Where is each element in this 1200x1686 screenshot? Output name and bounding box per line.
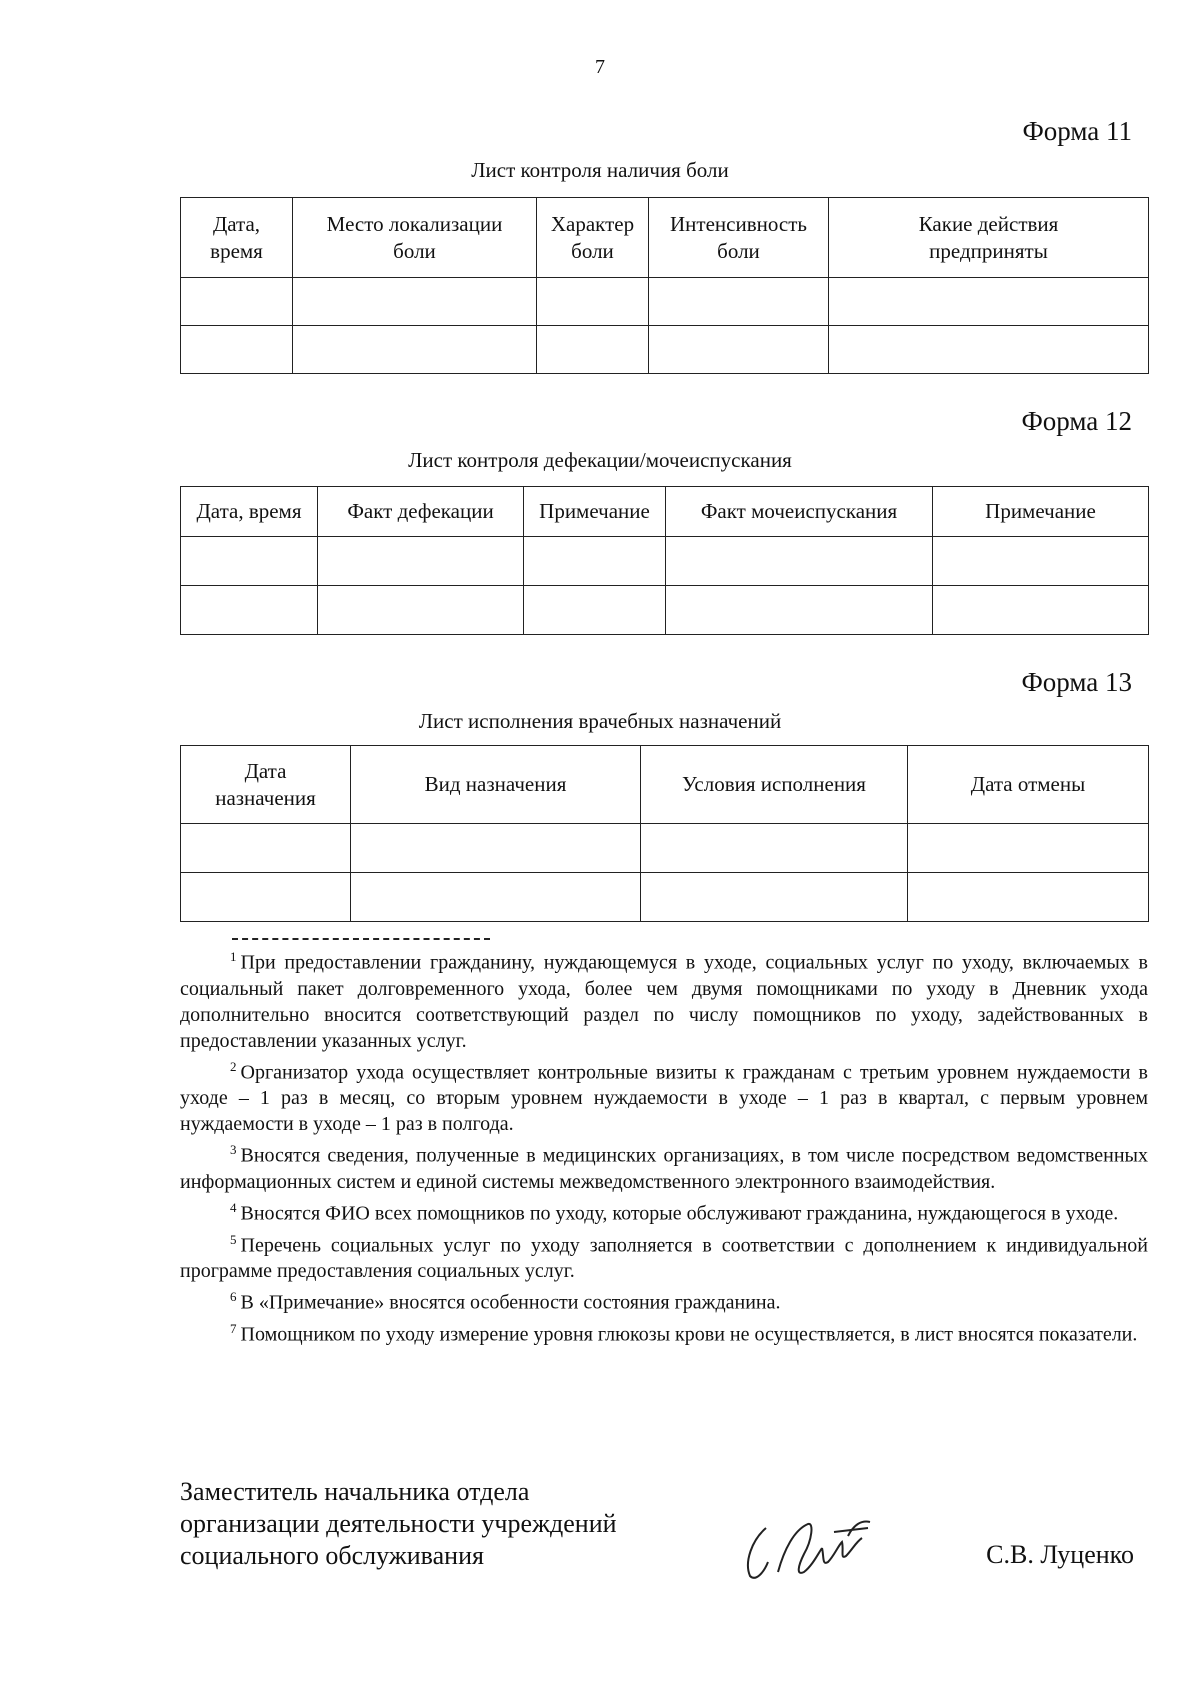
defecation-urination-table: [180, 486, 1149, 635]
empty-cell: [181, 824, 351, 873]
empty-cell: [318, 586, 524, 635]
table-header-row: [181, 746, 1149, 824]
header-date-time: Дата, время: [181, 487, 318, 537]
header-defecation-fact: Факт дефекации: [318, 487, 524, 537]
empty-cell: [318, 537, 524, 586]
form-12-title: Лист контроля дефекации/мочеиспускания: [408, 448, 792, 472]
header-execution-conditions: Условия исполнения: [641, 746, 908, 824]
header-note: Примечание: [524, 487, 666, 537]
footnote: $^7$ Помощником по уходу измерение уровня глюкозы крови не осуществляется, в лист вносятся показатели.: [230, 1320, 1138, 1346]
table-row: [181, 326, 1149, 374]
signatory-name: С.В. Луценко: [986, 1540, 1134, 1569]
empty-cell: [829, 278, 1149, 326]
header-actions-taken: Какие действия предприняты: [829, 198, 1149, 278]
medical-orders-table: [180, 745, 1149, 922]
empty-cell: [908, 824, 1149, 873]
table-row: [181, 873, 1149, 922]
footnotes: [180, 944, 1148, 1348]
empty-cell: [351, 873, 641, 922]
empty-cell: [829, 326, 1149, 374]
empty-cell: [537, 326, 649, 374]
empty-cell: [293, 278, 537, 326]
signatory-title: Заместитель начальника отдела организации деятельности учреждений социального обслуживания: [180, 1477, 617, 1570]
header-pain-character: Характер боли: [537, 198, 649, 278]
footnote: $^2$ Организатор ухода осуществляет контрольные визиты к гражданам с третьим уровнем нуждаемости в уходе – 1 раз в месяц, со вторым уровнем нуждаемости в уходе – 1 раз в квартал, с первым уровнем нуждаемости в уходе – 1 раз в полгода.: [180, 1058, 1148, 1136]
pain-control-table: [180, 197, 1149, 374]
header-note: Примечание: [933, 487, 1149, 537]
header-order-type: Вид назначения: [351, 746, 641, 824]
form-13-label: Форма 13: [1021, 667, 1132, 697]
empty-cell: [524, 537, 666, 586]
footnote: $^5$ Перечень социальных услуг по уходу заполняется в соответствии с дополнением к индивидуальной программе предоставления социальных услуг.: [180, 1231, 1148, 1283]
table-row: [181, 537, 1149, 586]
footnote: $^6$ В «Примечание» вносятся особенности состояния гражданина.: [230, 1289, 781, 1314]
empty-cell: [181, 537, 318, 586]
header-urination-fact: Факт мочеиспускания: [666, 487, 933, 537]
empty-cell: [181, 278, 293, 326]
header-cancel-date: Дата отмены: [908, 746, 1149, 824]
footnote: $^1$ При предоставлении гражданину, нуждающемуся в уходе, социальных услуг по уходу, включаемых в социальный пакет долговременного ухода, более чем двумя помощниками по уходу в Дневник ухода дополнительно вносится соответствующий раздел по числу помощников по уходу, задействованных в предоставлении указанных услуг.: [180, 949, 1148, 1052]
table-header-row: [181, 487, 1149, 537]
footnote: $^3$ Вносятся сведения, полученные в медицинских организациях, в том числе посредством ведомственных информационных систем и единой системы межведомственного электронного взаимодействия.: [180, 1142, 1148, 1193]
empty-cell: [933, 586, 1149, 635]
empty-cell: [666, 586, 933, 635]
table-row: [181, 824, 1149, 873]
empty-cell: [641, 873, 908, 922]
header-pain-location: Место локализации боли: [293, 198, 537, 278]
empty-cell: [524, 586, 666, 635]
form-11-title: Лист контроля наличия боли: [471, 158, 729, 182]
empty-cell: [666, 537, 933, 586]
footnote-separator: [232, 938, 490, 940]
header-date-time: Дата, время: [181, 198, 293, 278]
page-number: 7: [595, 56, 605, 78]
empty-cell: [537, 278, 649, 326]
form-12-label: Форма 12: [1021, 406, 1132, 436]
form-13-title: Лист исполнения врачебных назначений: [418, 709, 782, 733]
footnote: $^4$ Вносятся ФИО всех помощников по уходу, которые обслуживают гражданина, нуждающегося в уходе.: [230, 1199, 1119, 1225]
empty-cell: [181, 873, 351, 922]
header-pain-intensity: Интенсивность боли: [649, 198, 829, 278]
handwritten-signature: [738, 1510, 888, 1590]
table-row: [181, 278, 1149, 326]
empty-cell: [293, 326, 537, 374]
empty-cell: [649, 326, 829, 374]
empty-cell: [181, 326, 293, 374]
empty-cell: [351, 824, 641, 873]
table-header-row: [181, 198, 1149, 278]
empty-cell: [933, 537, 1149, 586]
form-11-label: Форма 11: [1022, 116, 1132, 146]
empty-cell: [649, 278, 829, 326]
header-order-date: Дата назначения: [181, 746, 351, 824]
empty-cell: [181, 586, 318, 635]
table-row: [181, 586, 1149, 635]
empty-cell: [908, 873, 1149, 922]
empty-cell: [641, 824, 908, 873]
